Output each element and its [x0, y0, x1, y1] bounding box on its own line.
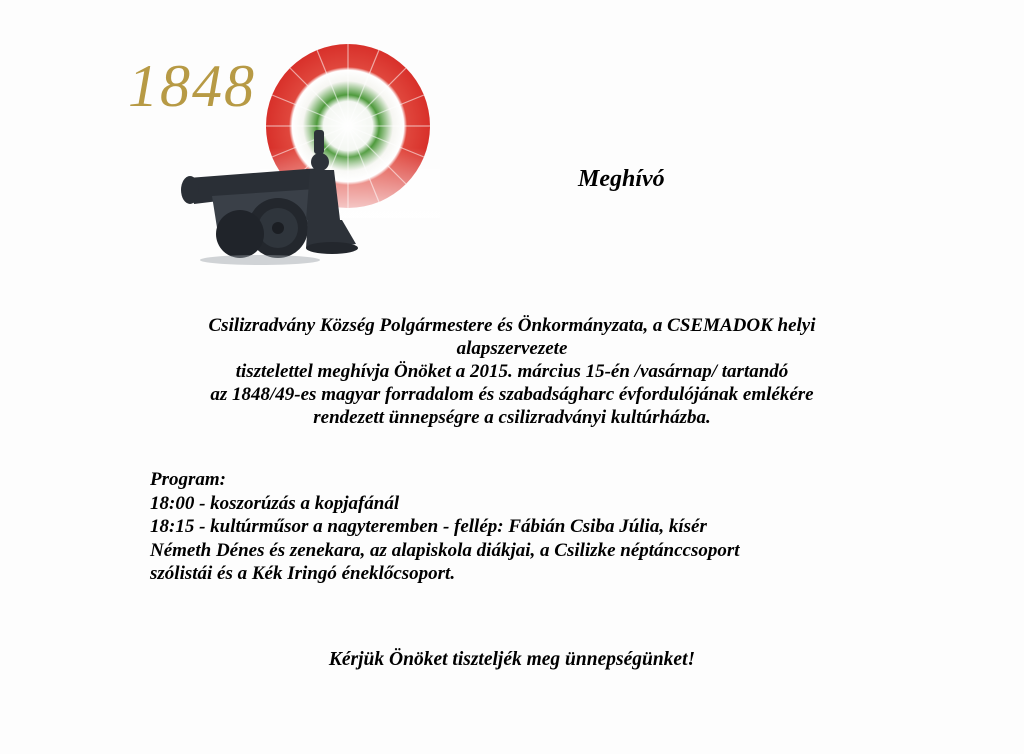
intro-line: Csilizradvány Község Polgármestere és Önkormányzata, a CSEMADOK helyi — [208, 315, 816, 336]
intro-line: rendezett ünnepségre a csilizradványi kultúrházba. — [313, 407, 711, 428]
closing-line: Kérjük Önöket tiszteljék meg ünnepségünket! — [328, 649, 696, 670]
intro-line: alapszervezete — [456, 338, 568, 359]
program-section — [150, 468, 740, 586]
intro-line: tisztelettel meghívja Önöket a 2015. március 15-én /vasárnap/ tartandó — [235, 361, 789, 382]
program-line: szólistái és a Kék Iringó éneklőcsoport. — [150, 563, 456, 584]
program-heading: Program: — [150, 469, 226, 490]
program-line: 18:15 - kultúrműsor a nagyteremben - fellép: Fábián Csiba Júlia, kísér — [150, 516, 707, 537]
intro-line: az 1848/49-es magyar forradalom és szabadságharc évfordulójának emlékére — [210, 384, 814, 405]
program-line: 18:00 - koszorúzás a kopjafánál — [150, 492, 400, 514]
year-label: 1848 — [128, 53, 256, 119]
page-title: Meghívó — [578, 166, 665, 192]
program-line: Németh Dénes és zenekara, az alapiskola diákjai, a Csilizke néptánccsoport — [150, 539, 740, 561]
invitation-intro — [0, 314, 1024, 429]
